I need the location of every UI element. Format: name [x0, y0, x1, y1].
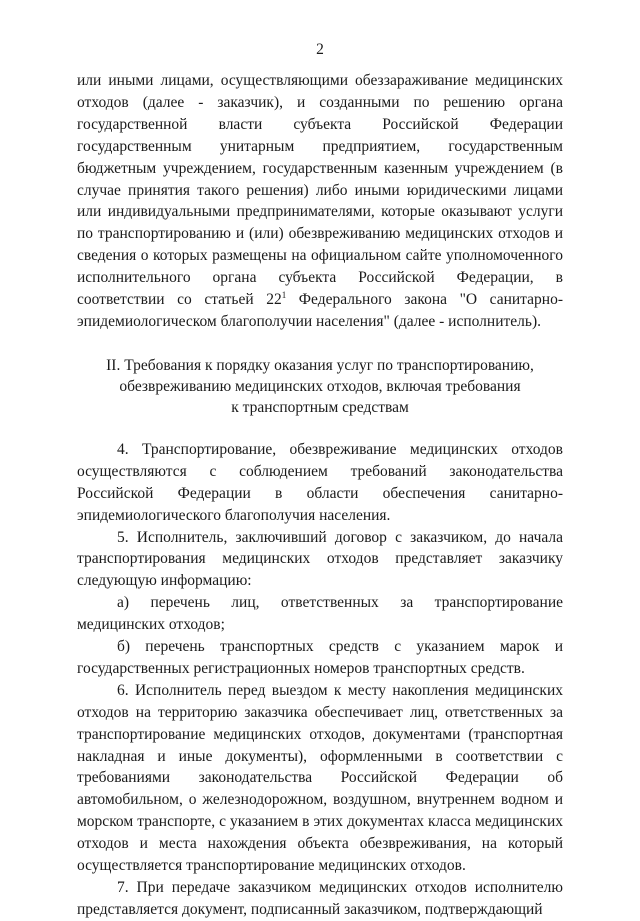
page-number: 2 — [316, 41, 324, 58]
paragraph-5: 5. Исполнитель, заключивший договор с заказчиком, до начала транспортирования медицинских отходов представляет заказчику следующую информацию: — [77, 528, 563, 590]
section-heading-line-2: обезвреживанию медицинских отходов, включая требования — [119, 377, 521, 395]
paragraph-4: 4. Транспортирование, обезвреживание медицинских отходов осуществляются с соблюдением требований законодательства Российской Федерации в области обеспечения санитарно-эпидемиологического благополучия населения. — [77, 440, 563, 524]
intro-text-end: Федерального закона "О санитарно-эпидемиологическом благополучии населения" (далее - исполнитель). — [77, 291, 563, 330]
paragraph-7: 7. При передаче заказчиком медицинских отходов исполнителю представляется документ, подписанный заказчиком, подтверждающий — [77, 879, 563, 918]
document-body — [77, 70, 563, 921]
paragraph-5-item-a: а) перечень лиц, ответственных за транспортирование медицинских отходов; — [77, 594, 563, 634]
section-heading — [77, 355, 563, 418]
paragraph-6: 6. Исполнитель перед выездом к месту накопления медицинских отходов на территорию заказчика обеспечивает лиц, ответственных за транспортирование медицинских отходов, документами (транспортная накладная и иные документы), оформленными в соответствии с требованиями законодательства Российской Федерации об автомобильном, о железнодорожном, воздушном, внутреннем водном и морском транспорте, с указанием в этих документах класса медицинских отходов и места нахождения объекта обезвреживания, на который осуществляется транспортирование медицинских отходов. — [77, 681, 563, 875]
intro-paragraph — [77, 70, 563, 333]
section-heading-line-3: к транспортным средствам — [231, 398, 409, 416]
intro-text: или иными лицами, осуществляющими обеззараживание медицинских отходов (далее - заказчик), и созданными по решению органа государственной власти субъекта Российской Федерации государственным унитарным предприятием, государственным бюджетным учреждением, государственным казенным учреждением (в случае принятия такого решения) либо иными юридическими лицами или индивидуальными предпринимателями, которые оказывают услуги по транспортированию и (или) обезвреживанию медицинских отходов и сведения о которых размещены на официальном сайте уполномоченного исполнительного органа субъекта Российской Федерации, в соответствии со статьей 22 — [77, 72, 563, 309]
article-superscript: 1 — [281, 290, 287, 301]
section-heading-line-1: II. Требования к порядку оказания услуг по транспортированию, — [106, 356, 534, 374]
paragraph-5-item-b: б) перечень транспортных средств с указанием марок и государственных регистрационных номеров транспортных средств. — [77, 638, 563, 677]
